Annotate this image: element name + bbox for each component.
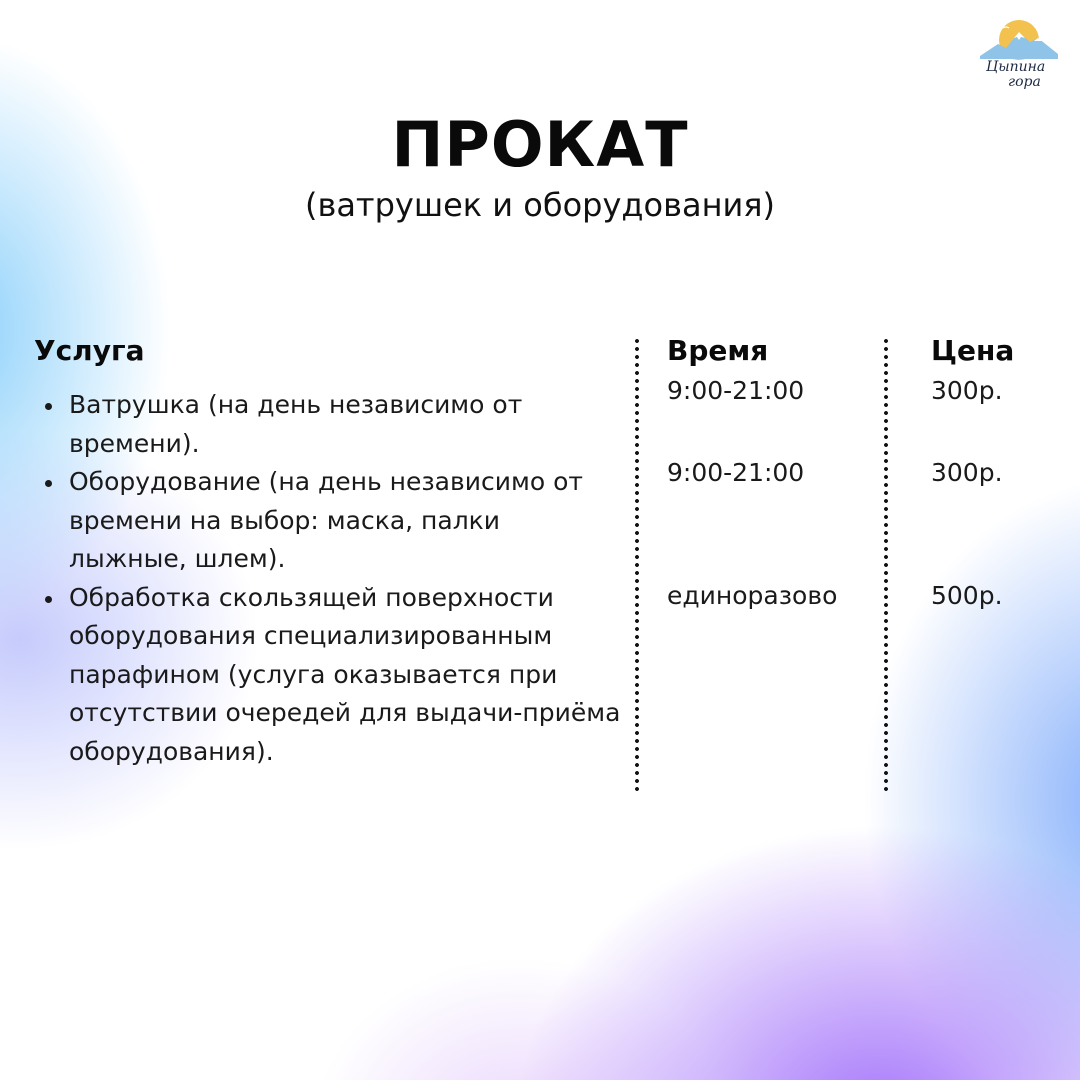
logo-text — [986, 60, 1060, 90]
logo-line-1: Цыпина — [986, 59, 1046, 75]
dotted-divider — [884, 337, 888, 792]
price-cell: 300р. — [931, 376, 1003, 405]
page-subtitle: (ватрушек и оборудования) — [304, 186, 776, 224]
time-cell: единоразово — [667, 581, 838, 610]
time-cell: 9:00-21:00 — [667, 376, 805, 405]
time-cell: 9:00-21:00 — [667, 458, 805, 487]
price-cell: 500р. — [931, 581, 1003, 610]
price-cell: 300р. — [931, 458, 1003, 487]
column-header-service: Услуга — [34, 334, 145, 367]
dotted-divider — [635, 337, 639, 792]
column-header-price: Цена — [931, 334, 1015, 367]
service-list — [34, 386, 624, 771]
service-item: Ватрушка (на день независимо от времени). — [34, 386, 624, 463]
service-item: Обработка скользящей поверхности оборудования специализированным парафином (услуга оказывается при отсутствии очередей для выдачи-приёма оборудования). — [34, 579, 624, 772]
logo — [978, 14, 1060, 98]
service-item: Оборудование (на день независимо от времени на выбор: маска, палки лыжные, шлем). — [34, 463, 624, 579]
column-header-time: Время — [667, 334, 769, 367]
page-title: ПРОКАТ — [391, 108, 689, 181]
logo-line-2: гора — [1008, 74, 1041, 90]
